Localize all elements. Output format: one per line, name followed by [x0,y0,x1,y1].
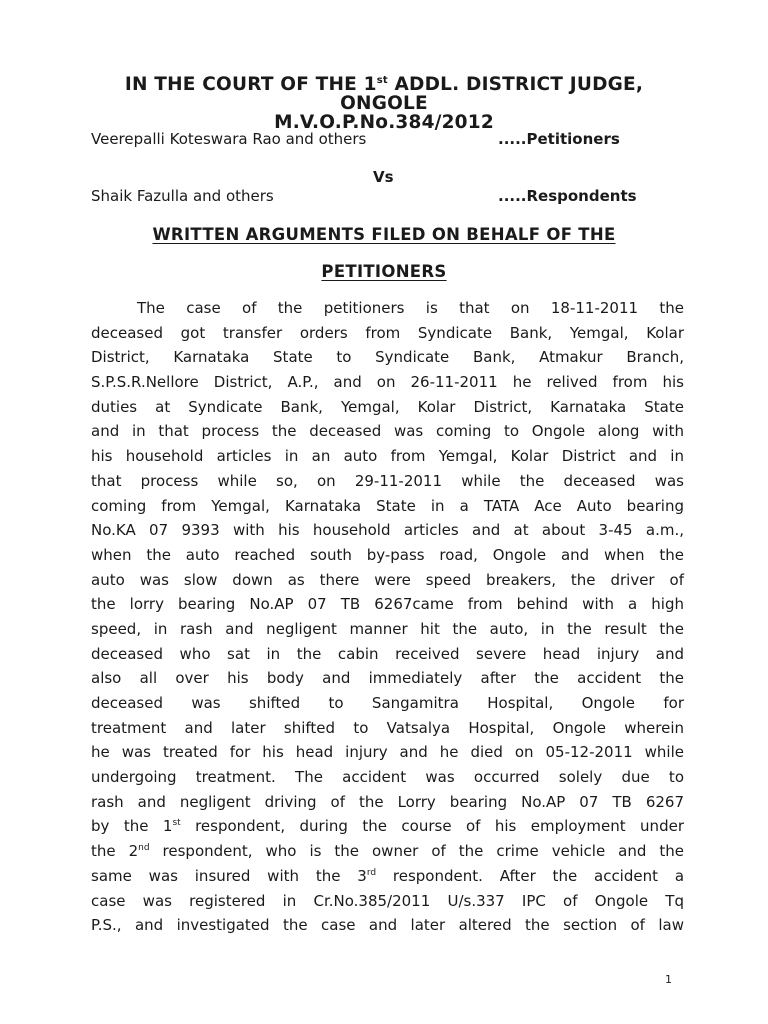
document-title-line-2: PETITIONERS [321,262,447,281]
respondent-label: .....Respondents [498,187,637,205]
body-line: by the 1st respondent, during the course of his employment under [91,817,684,836]
respondent-name: Shaik Fazulla and others [91,187,274,205]
body-line: the 2nd respondent, who is the owner of the crime vehicle and the [91,842,684,861]
case-number: M.V.O.P.No.384/2012 [274,112,494,133]
body-line: deceased got transfer orders from Syndicate Bank, Yemgal, Kolar [91,323,684,342]
body-paragraph [91,296,684,938]
body-line: speed, in rash and negligent manner hit the auto, in the result the [91,619,684,638]
court-heading-line-2: ONGOLE [340,93,428,114]
document-title-line-1: WRITTEN ARGUMENTS FILED ON BEHALF OF THE [152,225,616,244]
body-line: The case of the petitioners is that on 18-11-2011 the [137,299,684,317]
versus-label: Vs [373,168,394,186]
body-line: his household articles in an auto from Yemgal, Kolar District and in [91,447,684,466]
body-line: rash and negligent driving of the Lorry bearing No.AP 07 TB 6267 [91,792,684,811]
court-heading-line-1: IN THE COURT OF THE 1st ADDL. DISTRICT JUDGE, [124,74,644,95]
petitioner-name: Veerepalli Koteswara Rao and others [91,130,367,148]
page-number: 1 [665,973,672,986]
petitioner-label: .....Petitioners [498,130,620,148]
body-line: treatment and later shifted to Vatsalya Hospital, Ongole wherein [91,718,684,737]
body-line: and in that process the deceased was coming to Ongole along with [91,422,684,441]
body-line: when the auto reached south by-pass road, Ongole and when the [91,545,684,564]
body-line: deceased who sat in the cabin received severe head injury and [91,644,684,663]
body-line: P.S., and investigated the case and later altered the section of law [91,916,684,935]
body-line: that process while so, on 29-11-2011 while the deceased was [91,471,684,490]
body-line: case was registered in Cr.No.385/2011 U/s.337 IPC of Ongole Tq [91,891,684,910]
body-line: undergoing treatment. The accident was occurred solely due to [91,768,684,787]
body-line: deceased was shifted to Sangamitra Hospital, Ongole for [91,694,684,712]
body-line: S.P.S.R.Nellore District, A.P., and on 26-11-2011 he relived from his [91,373,684,392]
body-line: same was insured with the 3rd respondent. After the accident a [91,866,685,885]
body-line: District, Karnataka State to Syndicate Bank, Atmakur Branch, [91,348,684,367]
body-line: duties at Syndicate Bank, Yemgal, Kolar District, Karnataka State [91,397,684,416]
body-line: No.KA 07 9393 with his household articles and at about 3-45 a.m., [91,521,684,540]
body-line: the lorry bearing No.AP 07 TB 6267came from behind with a high [91,595,684,614]
body-line: auto was slow down as there were speed breakers, the driver of [91,570,684,589]
body-line: coming from Yemgal, Karnataka State in a TATA Ace Auto bearing [91,496,684,515]
body-line: also all over his body and immediately after the accident the [91,669,684,688]
body-line: he was treated for his head injury and he died on 05-12-2011 while [91,743,684,762]
